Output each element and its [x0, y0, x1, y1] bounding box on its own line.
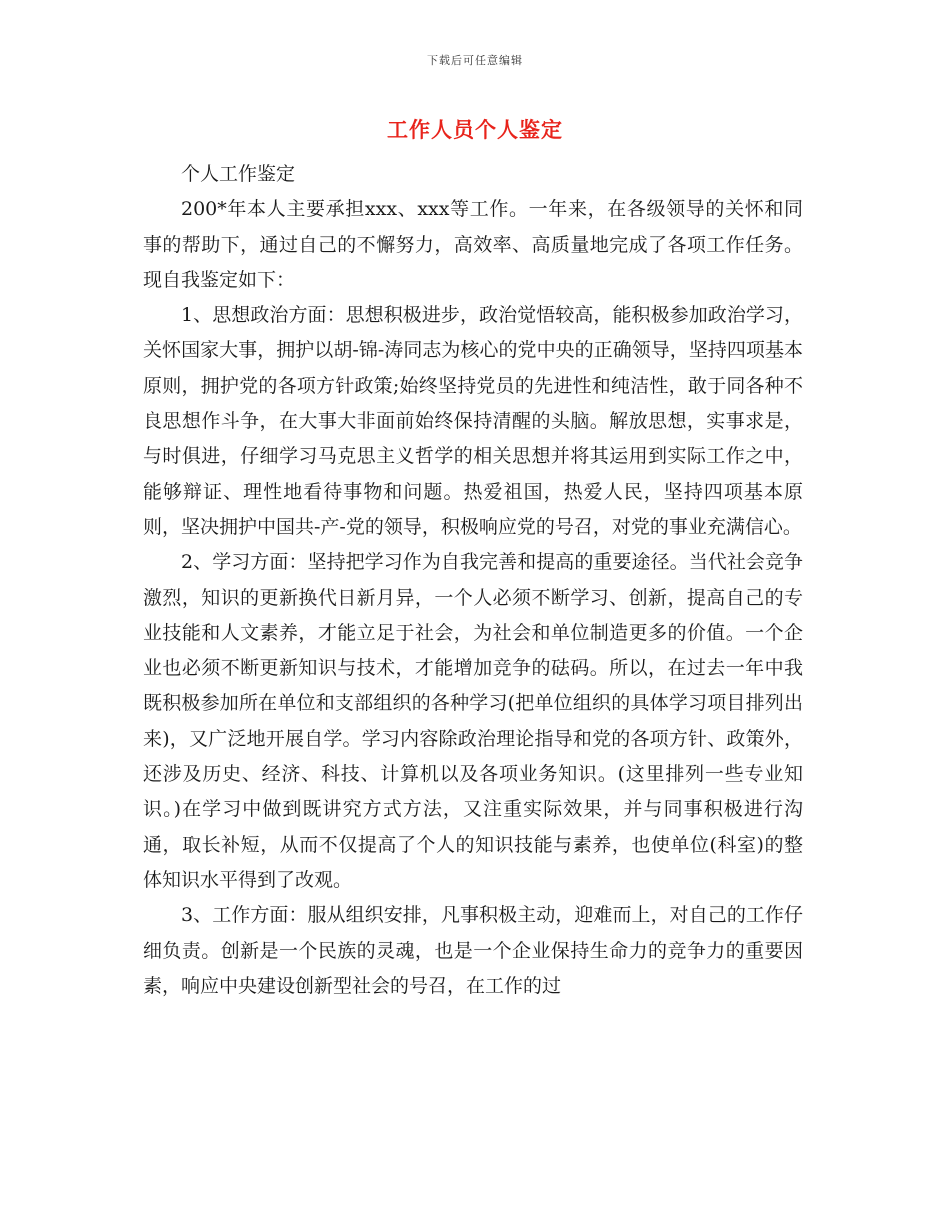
header-note: 下载后可任意编辑: [427, 54, 523, 67]
document-title: 工作人员个人鉴定: [387, 117, 563, 142]
paragraph-intro: 200*年本人主要承担xxx、xxx等工作。一年来，在各级领导的关怀和同事的帮助下，通过自己的不懈努力，高效率、高质量地完成了各项工作任务。现自我鉴定如下：: [143, 198, 803, 291]
document-body: [143, 157, 803, 1004]
paragraph-political: 1、思想政治方面：思想积极进步，政治觉悟较高，能积极参加政治学习，关怀国家大事，拥护以胡-锦-涛同志为核心的党中央的正确领导，坚持四项基本原则，拥护党的各项方针政策;始终坚持党员的先进性和纯洁性，敢于同各种不良思想作斗争，在大事大非面前始终保持清醒的头脑。解放思想，实事求是，与时俱进，仔细学习马克思主义哲学的相关思想并将其运用到实际工作之中，能够辩证、理性地看待事物和问题。热爱祖国，热爱人民，坚持四项基本原则，坚决拥护中国共-产-党的领导，积极响应党的号召，对党的事业充满信心。: [143, 304, 803, 538]
paragraph-study: 2、学习方面：坚持把学习作为自我完善和提高的重要途径。当代社会竞争激烈，知识的更新换代日新月异，一个人必须不断学习、创新，提高自己的专业技能和人文素养，才能立足于社会，为社会和单位制造更多的价值。一个企业也必须不断更新知识与技术，才能增加竞争的砝码。所以，在过去一年中我既积极参加所在单位和支部组织的各种学习(把单位组织的具体学习项目排列出来)，又广泛地开展自学。学习内容除政治理论指导和党的各项方针、政策外，还涉及历史、经济、科技、计算机以及各项业务知识。(这里排列一些专业知识。)在学习中做到既讲究方式方法，又注重实际效果，并与同事积极进行沟通，取长补短，从而不仅提高了个人的知识技能与素养，也使单位(科室)的整体知识水平得到了改观。: [143, 551, 803, 891]
paragraph-work: 3、工作方面：服从组织安排，凡事积极主动，迎难而上，对自己的工作仔细负责。创新是一个民族的灵魂，也是一个企业保持生命力的竞争力的重要因素，响应中央建设创新型社会的号召，在工作的过: [143, 904, 803, 997]
document-subtitle: 个人工作鉴定: [181, 163, 296, 185]
